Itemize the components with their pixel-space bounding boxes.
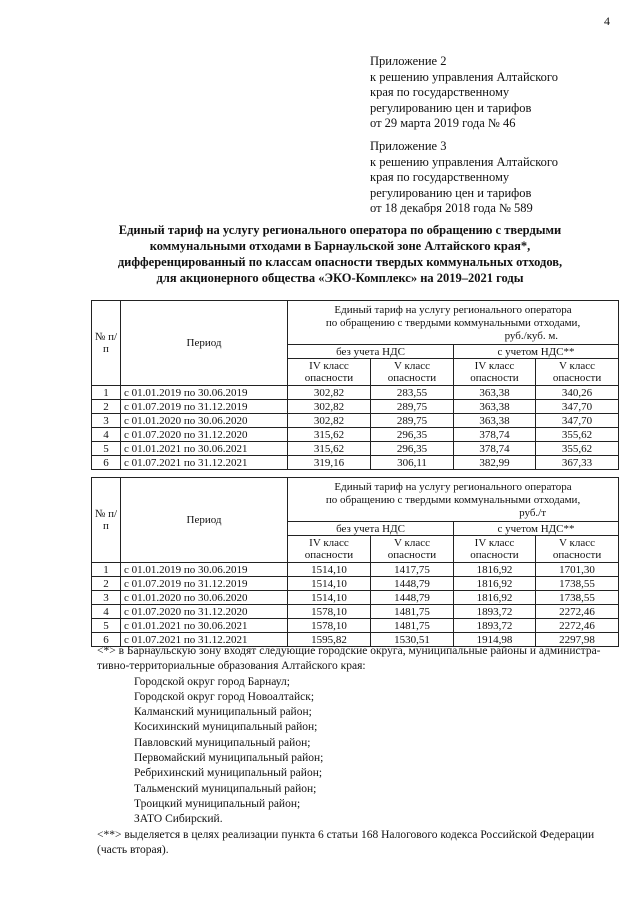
- tariff-table-per-cubic-meter: [91, 300, 619, 470]
- header-class-5: V класс опасности: [536, 536, 619, 563]
- territory-item: Первомайский муниципальный район;: [134, 752, 324, 765]
- tariff-value: 1914,98: [454, 633, 536, 647]
- tariff-value: 1701,30: [536, 563, 619, 577]
- tariff-value: 289,75: [371, 400, 454, 414]
- header-tariff-line: Единый тариф на услугу регионального оператора: [334, 481, 572, 493]
- row-number: 3: [92, 591, 121, 605]
- header-number: № п/п: [92, 478, 121, 563]
- row-number: 5: [92, 442, 121, 456]
- row-period: с 01.07.2019 по 31.12.2019: [121, 577, 288, 591]
- tariff-value: 2297,98: [536, 633, 619, 647]
- row-number: 4: [92, 605, 121, 619]
- footnote-1-line: тивно-территориальные образования Алтайского края:: [97, 660, 366, 673]
- row-period: с 01.07.2020 по 31.12.2020: [121, 428, 288, 442]
- row-number: 6: [92, 633, 121, 647]
- appendix-2-line: регулированию цен и тарифов: [370, 100, 532, 115]
- header-class-5: V класс опасности: [371, 359, 454, 386]
- row-period: с 01.01.2021 по 30.06.2021: [121, 442, 288, 456]
- tariff-value: 378,74: [454, 428, 536, 442]
- tariff-value: 355,62: [536, 442, 619, 456]
- tariff-value: 1514,10: [288, 577, 371, 591]
- header-tariff-unit: руб./куб. м.: [504, 330, 559, 342]
- tariff-value: 1514,10: [288, 563, 371, 577]
- header-without-vat: без учета НДС: [288, 522, 454, 536]
- title-line: для акционерного общества «ЭКО-Комплекс» на 2019–2021 годы: [156, 271, 524, 285]
- header-class-4: IV класс опасности: [454, 359, 536, 386]
- header-class-5: V класс опасности: [536, 359, 619, 386]
- footnotes: [97, 644, 622, 858]
- tariff-value: 367,33: [536, 456, 619, 470]
- row-period: с 01.01.2020 по 30.06.2020: [121, 414, 288, 428]
- tariff-value: 296,35: [371, 442, 454, 456]
- tariff-value: 347,70: [536, 400, 619, 414]
- header-class-4: IV класс опасности: [288, 359, 371, 386]
- appendix-2-line: от 29 марта 2019 года № 46: [370, 116, 516, 130]
- table-row: [92, 591, 619, 605]
- tariff-value: 1481,75: [371, 619, 454, 633]
- territory-item: Городской округ город Новоалтайск;: [134, 690, 315, 703]
- appendix-2-block: [370, 54, 620, 132]
- tariff-value: 315,62: [288, 428, 371, 442]
- page-number: 4: [604, 14, 610, 28]
- header-with-vat: с учетом НДС**: [454, 522, 619, 536]
- row-number: 2: [92, 577, 121, 591]
- tariff-value: 289,75: [371, 414, 454, 428]
- table-row: [92, 428, 619, 442]
- row-number: 6: [92, 456, 121, 470]
- header-tariff: [288, 478, 619, 522]
- row-period: с 01.01.2020 по 30.06.2020: [121, 591, 288, 605]
- row-number: 5: [92, 619, 121, 633]
- tariff-value: 2272,46: [536, 619, 619, 633]
- footnote-1-line: <*> в Барнаульскую зону входят следующие городские округа, муниципальные районы и администра-: [97, 645, 601, 657]
- table-row: [92, 456, 619, 470]
- tariff-value: 315,62: [288, 442, 371, 456]
- header-class-5: V класс опасности: [371, 536, 454, 563]
- table-row: [92, 442, 619, 456]
- tariff-value: 1578,10: [288, 605, 371, 619]
- row-number: 1: [92, 563, 121, 577]
- row-period: с 01.07.2020 по 31.12.2020: [121, 605, 288, 619]
- title-line: Единый тариф на услугу регионального оператора по обращению с твердыми: [118, 223, 562, 237]
- title-line: дифференцированный по классам опасности твердых коммунальных отходов,: [117, 255, 563, 269]
- header-class-4: IV класс опасности: [288, 536, 371, 563]
- appendix-3-line: к решению управления Алтайского: [370, 154, 558, 169]
- title-line: коммунальными отходами в Барнаульской зоне Алтайского края*,: [149, 239, 531, 253]
- tariff-value: 302,82: [288, 414, 371, 428]
- tariff-value: 363,38: [454, 400, 536, 414]
- appendix-3-line: от 18 декабря 2018 года № 589: [370, 201, 533, 215]
- appendix-2-line: края по государственному: [370, 85, 510, 99]
- tariff-value: 1816,92: [454, 563, 536, 577]
- territory-item: Косихинский муниципальный район;: [134, 721, 318, 734]
- tariff-value: 1893,72: [454, 605, 536, 619]
- header-without-vat: без учета НДС: [288, 345, 454, 359]
- tariff-value: 363,38: [454, 414, 536, 428]
- tariff-value: 1595,82: [288, 633, 371, 647]
- tariff-value: 347,70: [536, 414, 619, 428]
- header-class-4: IV класс опасности: [454, 536, 536, 563]
- header-number: № п/п: [92, 301, 121, 386]
- appendix-3-title: Приложение 3: [370, 139, 447, 153]
- tariff-value: 306,11: [371, 456, 454, 470]
- row-period: с 01.01.2019 по 30.06.2019: [121, 386, 288, 400]
- appendix-3-block: [370, 139, 620, 217]
- territory-item: Троицкий муниципальный район;: [134, 797, 301, 810]
- header-period: Период: [121, 478, 288, 563]
- table-row: [92, 577, 619, 591]
- tariff-value: 340,26: [536, 386, 619, 400]
- appendix-3-line: регулированию цен и тарифов: [370, 185, 532, 200]
- tariff-value: 1738,55: [536, 577, 619, 591]
- table-row: [92, 414, 619, 428]
- table-row: [92, 400, 619, 414]
- territory-item: Городской округ город Барнаул;: [134, 675, 290, 688]
- tariff-value: 363,38: [454, 386, 536, 400]
- table-row: [92, 605, 619, 619]
- tariff-value: 1448,79: [371, 591, 454, 605]
- row-number: 3: [92, 414, 121, 428]
- territory-item: Ребрихинский муниципальный район;: [134, 767, 323, 780]
- tariff-value: 1578,10: [288, 619, 371, 633]
- tariff-value: 1481,75: [371, 605, 454, 619]
- tariff-value: 1417,75: [371, 563, 454, 577]
- footnote-2-line: <**> выделяется в целях реализации пункта 6 статьи 168 Налогового кодекса Российской Федерации: [97, 828, 595, 841]
- row-period: с 01.01.2019 по 30.06.2019: [121, 563, 288, 577]
- territory-list: [97, 675, 622, 828]
- header-with-vat: с учетом НДС**: [454, 345, 619, 359]
- tariff-value: 1893,72: [454, 619, 536, 633]
- tariff-value: 302,82: [288, 386, 371, 400]
- footnote-2-line: (часть вторая).: [97, 843, 169, 856]
- tariff-value: 1530,51: [371, 633, 454, 647]
- table-row: [92, 386, 619, 400]
- tariff-value: 1816,92: [454, 577, 536, 591]
- tariff-value: 1816,92: [454, 591, 536, 605]
- appendix-2-line: к решению управления Алтайского: [370, 69, 558, 84]
- tariff-value: 1738,55: [536, 591, 619, 605]
- header-tariff-line: по обращению с твердыми коммунальными отходами,: [325, 494, 581, 506]
- tariff-value: 378,74: [454, 442, 536, 456]
- tariff-value: 283,55: [371, 386, 454, 400]
- appendix-2-title: Приложение 2: [370, 54, 447, 68]
- tariff-value: 382,99: [454, 456, 536, 470]
- territory-item: Павловский муниципальный район;: [134, 736, 311, 749]
- tariff-value: 296,35: [371, 428, 454, 442]
- tariff-value: 1514,10: [288, 591, 371, 605]
- table-row: [92, 619, 619, 633]
- tariff-value: 319,16: [288, 456, 371, 470]
- header-tariff-line: по обращению с твердыми коммунальными отходами,: [325, 317, 581, 329]
- row-number: 4: [92, 428, 121, 442]
- header-tariff-line: Единый тариф на услугу регионального оператора: [334, 304, 572, 316]
- tariff-value: 302,82: [288, 400, 371, 414]
- territory-item: ЗАТО Сибирский.: [134, 813, 223, 826]
- row-period: с 01.01.2021 по 30.06.2021: [121, 619, 288, 633]
- appendix-3-line: края по государственному: [370, 170, 510, 184]
- document-title: [60, 222, 620, 286]
- row-period: с 01.07.2019 по 31.12.2019: [121, 400, 288, 414]
- row-number: 2: [92, 400, 121, 414]
- tariff-value: 355,62: [536, 428, 619, 442]
- table-row: [92, 563, 619, 577]
- row-period: с 01.07.2021 по 31.12.2021: [121, 456, 288, 470]
- header-tariff-unit: руб./т: [519, 507, 547, 519]
- tariff-table-per-ton: [91, 477, 619, 647]
- row-period: с 01.07.2021 по 31.12.2021: [121, 633, 288, 647]
- tariff-value: 1448,79: [371, 577, 454, 591]
- territory-item: Тальменский муниципальный район;: [134, 782, 317, 795]
- row-number: 1: [92, 386, 121, 400]
- territory-item: Калманский муниципальный район;: [134, 706, 312, 719]
- tariff-value: 2272,46: [536, 605, 619, 619]
- header-period: Период: [121, 301, 288, 386]
- header-tariff: [288, 301, 619, 345]
